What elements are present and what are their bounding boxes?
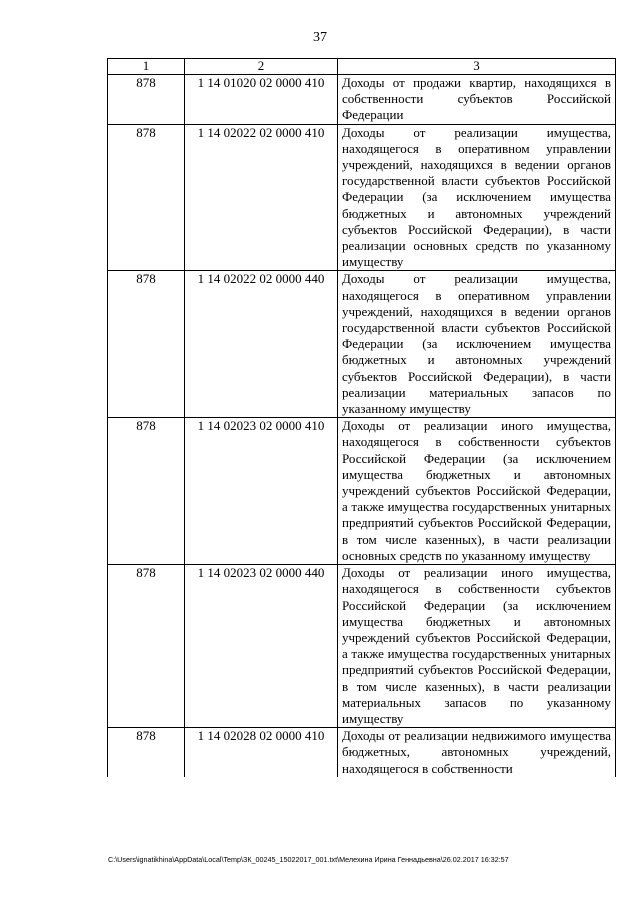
table-row [108, 565, 616, 728]
file-path-footer: C:\Users\ignatikhina\AppData\Local\Temp\ЗК_00245_15022017_001.txt\Мелехина Ирина Геннадьевна\26.02.2017 16:32:57 [108, 855, 509, 864]
budget-code-cell: 1 14 02023 02 0000 410 [185, 418, 338, 565]
table-row [108, 418, 616, 565]
table-header-row [108, 59, 616, 75]
admin-code-cell: 878 [108, 124, 185, 271]
table-row [108, 75, 616, 125]
description-cell: Доходы от реализации имущества, находящегося в оперативном управлении учреждений, находящихся в ведении органов государственной власти субъектов Российской Федерации (за исключением имущества бюджетных и автономных учреждений субъектов Российской Федерации), в части реализации основных средств по указанному имуществу [338, 124, 616, 271]
budget-code-cell: 1 14 02023 02 0000 440 [185, 565, 338, 728]
description-cell: Доходы от реализации иного имущества, находящегося в собственности субъектов Российской Федерации (за исключением имущества бюджетных и автономных учреждений субъектов Российской Федерации, а также имущества государственных унитарных предприятий субъектов Российской Федерации, в том числе казенных), в части реализации основных средств по указанному имуществу [338, 418, 616, 565]
table-row [108, 124, 616, 271]
description-cell: Доходы от реализации имущества, находящегося в оперативном управлении учреждений, находящихся в ведении органов государственной власти субъектов Российской Федерации (за исключением имущества бюджетных и автономных учреждений субъектов Российской Федерации), в части реализации материальных запасов по указанному имуществу [338, 271, 616, 418]
column-header-2: 2 [185, 59, 338, 75]
description-cell: Доходы от продажи квартир, находящихся в собственности субъектов Российской Федерации [338, 75, 616, 125]
revenue-codes-table [107, 58, 616, 777]
budget-code-cell: 1 14 02022 02 0000 410 [185, 124, 338, 271]
budget-code-cell: 1 14 01020 02 0000 410 [185, 75, 338, 125]
table-row [108, 271, 616, 418]
admin-code-cell: 878 [108, 75, 185, 125]
budget-code-cell: 1 14 02028 02 0000 410 [185, 728, 338, 777]
admin-code-cell: 878 [108, 418, 185, 565]
admin-code-cell: 878 [108, 271, 185, 418]
column-header-3: 3 [338, 59, 616, 75]
column-header-1: 1 [108, 59, 185, 75]
table-row [108, 728, 616, 777]
description-cell: Доходы от реализации иного имущества, находящегося в собственности субъектов Российской Федерации (за исключением имущества бюджетных и автономных учреждений субъектов Российской Федерации, а также имущества государственных унитарных предприятий субъектов Российской Федерации, в том числе казенных), в части реализации материальных запасов по указанному имуществу [338, 565, 616, 728]
budget-code-cell: 1 14 02022 02 0000 440 [185, 271, 338, 418]
page-number: 37 [313, 30, 327, 45]
admin-code-cell: 878 [108, 565, 185, 728]
description-cell: Доходы от реализации недвижимого имущества бюджетных, автономных учреждений, находящегося в собственности [338, 728, 616, 777]
admin-code-cell: 878 [108, 728, 185, 777]
